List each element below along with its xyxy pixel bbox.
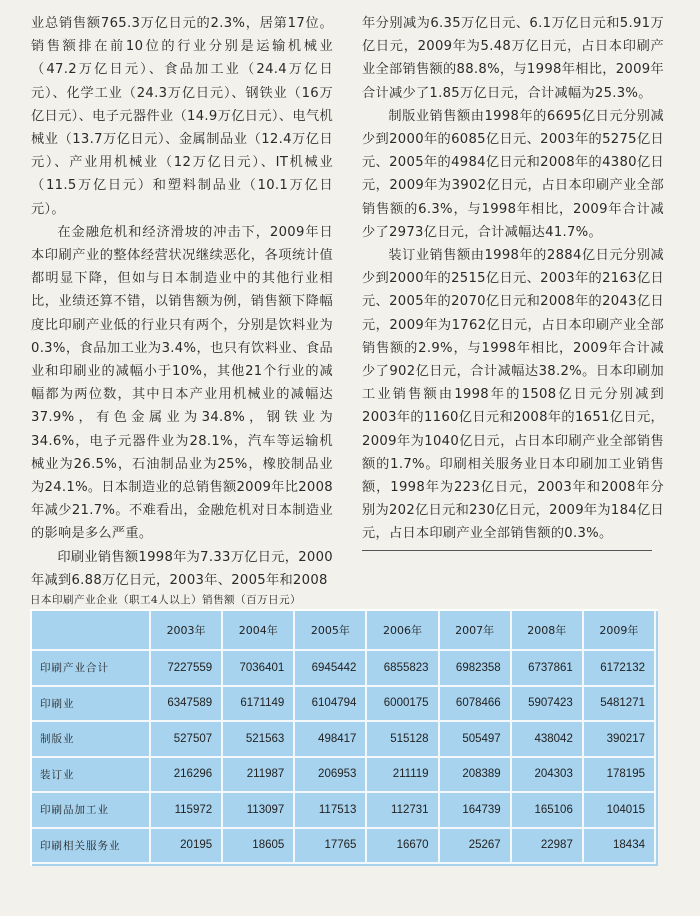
table-cell: 204303 [511, 757, 583, 793]
header-cell: 2008年 [511, 611, 583, 650]
table-row [32, 792, 655, 828]
table-cell: 6982358 [439, 650, 511, 686]
table-cell: 113097 [222, 792, 294, 828]
table-row [32, 757, 655, 793]
paragraph: 制版业销售额由1998年的6695亿日元分别减少到2000年的6085亿日元、2003年的5275亿日元、2005年的4984亿日元和2008年的4380亿日元，2009年为3902亿日元，占日本印刷产业全部销售额的6.3%，与1998年相比，2009年合计减少了2973亿日元，合计减幅达41.7%。 [362, 108, 664, 240]
table-header-row [32, 611, 655, 650]
table-cell: 505497 [439, 721, 511, 757]
table-row [32, 686, 655, 722]
table-cell: 6104794 [294, 686, 366, 722]
header-cell: 2007年 [439, 611, 511, 650]
table-cell: 6855823 [366, 650, 438, 686]
table-cell: 498417 [294, 721, 366, 757]
table-cell: 6172132 [583, 650, 655, 686]
table-cell: 208389 [439, 757, 511, 793]
table-cell: 527507 [150, 721, 222, 757]
row-label: 装订业 [32, 757, 150, 793]
row-label: 制版业 [32, 721, 150, 757]
header-cell: 2003年 [150, 611, 222, 650]
table-cell: 6737861 [511, 650, 583, 686]
table-cell: 438042 [511, 721, 583, 757]
table-cell: 5481271 [583, 686, 655, 722]
table-cell: 178195 [583, 757, 655, 793]
table-cell: 22987 [511, 828, 583, 864]
table-cell: 521563 [222, 721, 294, 757]
header-cell: 2004年 [222, 611, 294, 650]
table-cell: 112731 [366, 792, 438, 828]
table-cell: 20195 [150, 828, 222, 864]
table-cell: 17765 [294, 828, 366, 864]
table-cell: 117513 [294, 792, 366, 828]
table-cell: 6347589 [150, 686, 222, 722]
table-cell: 390217 [583, 721, 655, 757]
table-row [32, 721, 655, 757]
header-cell: 2009年 [583, 611, 655, 650]
table-cell: 18434 [583, 828, 655, 864]
table-cell: 206953 [294, 757, 366, 793]
table-caption: 日本印刷产业企业（职工4人以上）销售额（百万日元） [30, 594, 302, 606]
article-left-column [31, 12, 333, 592]
table-cell: 6000175 [366, 686, 438, 722]
table-cell: 6078466 [439, 686, 511, 722]
paragraph: 装订业销售额由1998年的2884亿日元分别减少到2000年的2515亿日元、2003年的2163亿日元、2005年的2070亿日元和2008年的2043亿日元，2009年为1762亿日元，占日本印刷产业全部销售额的2.9%，与1998年相比，2009年合计减少了902亿日元，合计减幅达38.2%。日本印刷加工业销售额由1998年的1508亿日元分别减到2003年的1160亿日元和2008年的1651亿日元，2009年为1040亿日元，占日本印刷产业全部销售额的1.7%。印刷相关服务业日本印刷加工业销售额，1998年为223亿日元，2003年和2008年分别为202亿日元和230亿日元，2009年为184亿日元，占日本印刷产业全部销售额的0.3%。 [362, 248, 664, 542]
table-cell: 18605 [222, 828, 294, 864]
table-cell: 216296 [150, 757, 222, 793]
paragraph: 业总销售额765.3万亿日元的2.3%，居第17位。销售额排在前10位的行业分别是运输机械业（47.2万亿日元）、食品加工业（24.4万亿日元）、化学工业（24.3万亿日元）、钢铁业（16万亿日元）、电子元器件业（14.9万亿日元）、电气机械业（13.7万亿日元）、金属制品业（12.4万亿日元）、产业用机械业（12万亿日元）、IT机械业（11.5万亿日元）和塑料制品业（10.1万亿日元）。 [31, 16, 333, 217]
table-row [32, 828, 655, 864]
sales-table [30, 609, 658, 866]
article-right-column [362, 12, 664, 546]
table-cell: 5907423 [511, 686, 583, 722]
table-cell: 165106 [511, 792, 583, 828]
row-label: 印刷产业合计 [32, 650, 150, 686]
table-cell: 6171149 [222, 686, 294, 722]
table-cell: 515128 [366, 721, 438, 757]
row-label: 印刷业 [32, 686, 150, 722]
table-cell: 7036401 [222, 650, 294, 686]
paragraph: 年分别减为6.35万亿日元、6.1万亿日元和5.91万亿日元，2009年为5.48万亿日元，占日本印刷产业全部销售额的88.8%，与1998年相比，2009年合计减少了1.85万亿日元，合计减幅为25.3%。 [362, 16, 664, 101]
paragraph: 在金融危机和经济滑坡的冲击下，2009年日本印刷产业的整体经营状况继续恶化，各项统计值都明显下降，但如与日本制造业中的其他行业相比，业绩还算不错，以销售额为例，销售额下降幅度比印刷产业低的行业只有两个，分别是饮料业为0.3%，食品加工业为3.4%，也只有饮料业、食品业和印刷业的减幅小于10%，其他21个行业的减幅都为两位数，其中日本产业用机械业的减幅达37.9%，有色金属业为34.8%，钢铁业为34.6%，电子元器件业为28.1%，汽车等运输机械业为26.5%，石油制品业为25%，橡胶制品业为24.1%。日本制造业的总销售额2009年比2008年减少21.7%。不难看出，金融危机对日本制造业的影响是多么严重。 [31, 224, 333, 542]
table-row [32, 650, 655, 686]
header-cell: 2006年 [366, 611, 438, 650]
table-cell: 16670 [366, 828, 438, 864]
row-label: 印刷品加工业 [32, 792, 150, 828]
table-cell: 6945442 [294, 650, 366, 686]
table-cell: 164739 [439, 792, 511, 828]
paragraph: 印刷业销售额1998年为7.33万亿日元，2000年减到6.88万亿日元，2003年、2005年和2008 [31, 549, 333, 588]
table-cell: 115972 [150, 792, 222, 828]
row-label: 印刷相关服务业 [32, 828, 150, 864]
header-cell: 2005年 [294, 611, 366, 650]
table-cell: 104015 [583, 792, 655, 828]
column-end-rule [362, 550, 652, 551]
table-cell: 25267 [439, 828, 511, 864]
table-cell: 211987 [222, 757, 294, 793]
table-cell: 7227559 [150, 650, 222, 686]
header-cell [32, 611, 150, 650]
table-cell: 211119 [366, 757, 438, 793]
